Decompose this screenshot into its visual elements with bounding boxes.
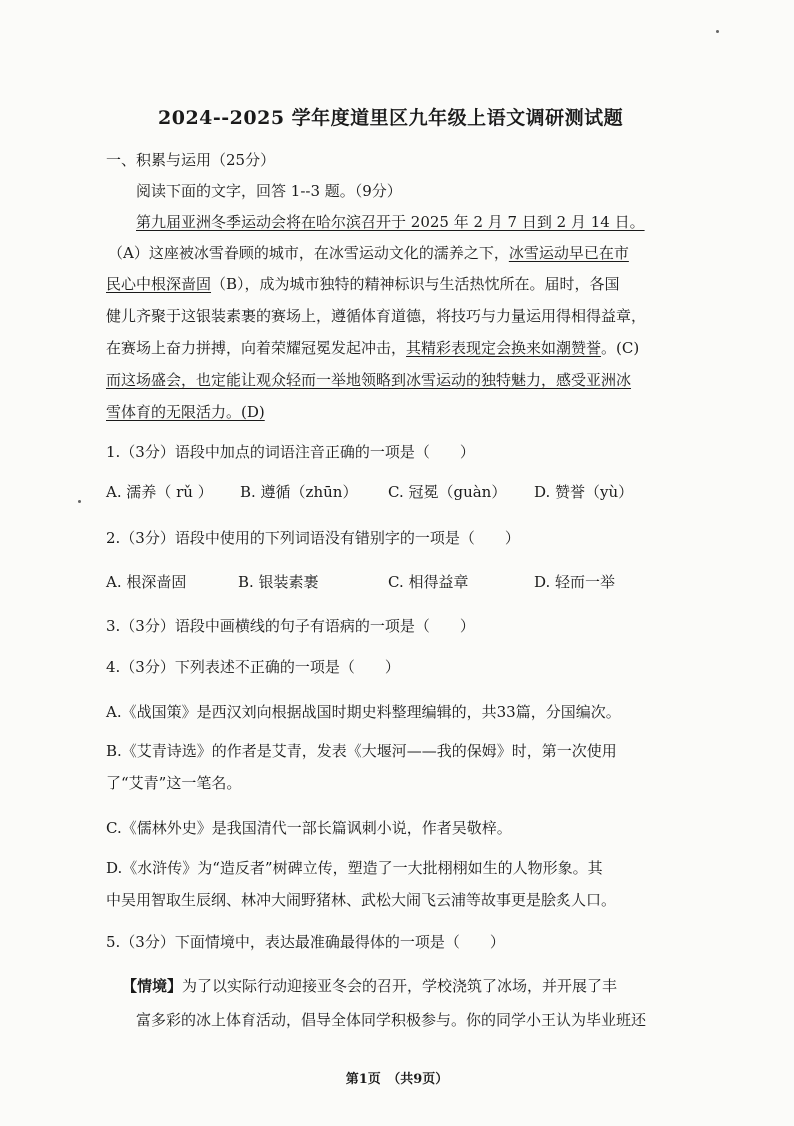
scan-speck	[78, 500, 81, 503]
context-text: 为了以实际行动迎接亚冬会的召开，学校浇筑了冰场，并开展了丰	[182, 977, 618, 995]
question-4-option-b-line-1: B.《艾青诗选》的作者是艾青，发表《大堰河——我的保姆》时，第一次使用	[106, 742, 617, 760]
passage-line-7: 雪体育的无限活力。(D)	[106, 403, 265, 421]
question-4-option-d-line-2: 中吴用智取生辰纲、林冲大闹野猪林、武松大闹飞云浦等故事更是脍炙人口。	[106, 891, 617, 909]
reading-instruction: 阅读下面的文字，回答 1--3 题。（9分）	[136, 182, 402, 200]
section-heading: 一、积累与运用（25分）	[106, 151, 276, 169]
question-1-option-c: C. 冠冕（guàn）	[388, 483, 507, 501]
question-4-stem: 4.（3分）下列表述不正确的一项是（ ）	[106, 658, 400, 676]
question-2-option-c: C. 相得益章	[388, 573, 469, 591]
passage-line-2	[108, 243, 629, 263]
passage-underlined-b: 冰雪运动早已在市	[508, 244, 629, 262]
passage-line-4: 健儿齐聚于这银装素裹的赛场上，遵循体育道德，将技巧与力量运用得相得益章，	[106, 307, 647, 325]
question-5-stem: 5.（3分）下面情境中，表达最准确最得体的一项是（ ）	[106, 933, 505, 951]
question-1-option-d: D. 赞誉（yù）	[534, 483, 634, 501]
passage-line-5	[106, 338, 639, 358]
passage-text: 。(C)	[601, 339, 640, 357]
question-1-stem: 1.（3分）语段中加点的词语注音正确的一项是（ ）	[106, 443, 475, 461]
passage-text: （A）这座被冰雪眷顾的城市，在冰雪运动文化的濡养之下，	[108, 244, 509, 262]
question-4-option-b-line-2: 了“艾青”这一笔名。	[106, 774, 242, 792]
page-number: 第1页 （共9页）	[345, 1072, 449, 1087]
passage-text: （B），成为城市独特的精神标识与生活热忱所在。届时，各国	[211, 275, 620, 293]
passage-underlined-c: 其精彩表现定会换来如潮赞誉	[406, 339, 602, 357]
question-2-stem: 2.（3分）语段中使用的下列词语没有错别字的一项是（ ）	[106, 529, 520, 547]
question-2-option-d: D. 轻而一举	[534, 573, 616, 591]
question-4-option-c: C.《儒林外史》是我国清代一部长篇讽刺小说，作者吴敬梓。	[106, 819, 512, 837]
question-4-option-a: A.《战国策》是西汉刘向根据战国时期史料整理编辑的，共33篇，分国编次。	[106, 703, 621, 721]
question-4-option-d-line-1: D.《水浒传》为“造反者”树碑立传，塑造了一大批栩栩如生的人物形象。其	[106, 859, 603, 877]
passage-line-3	[106, 274, 620, 294]
question-3-stem: 3.（3分）语段中画横线的句子有语病的一项是（ ）	[106, 617, 475, 635]
question-1-option-a: A. 濡养（ rǔ ）	[106, 483, 213, 501]
question-5-context-line-2: 富多彩的冰上体育活动，倡导全体同学积极参与。你的同学小王认为毕业班还	[136, 1011, 647, 1029]
passage-line-1: 第九届亚洲冬季运动会将在哈尔滨召开于 2025 年 2 月 7 日到 2 月 14 日。	[136, 213, 645, 231]
question-1-option-b: B. 遵循（zhūn）	[240, 483, 358, 501]
exam-title: 2024--2025 学年度道里区九年级上语文调研测试题	[158, 107, 624, 129]
context-label: 【情境】	[122, 977, 183, 995]
question-5-context-line-1	[122, 976, 617, 996]
question-2-option-b: B. 银装素裹	[238, 573, 319, 591]
question-2-option-a: A. 根深啬固	[106, 573, 187, 591]
passage-line-6: 而这场盛会，也定能让观众轻而一举地领略到冰雪运动的独特魅力，感受亚洲冰	[106, 371, 632, 389]
passage-underlined-b-cont: 民心中根深啬固	[106, 275, 212, 293]
scan-speck	[716, 30, 719, 33]
passage-text: 在赛场上奋力拼搏，向着荣耀冠冕发起冲击，	[106, 339, 407, 357]
